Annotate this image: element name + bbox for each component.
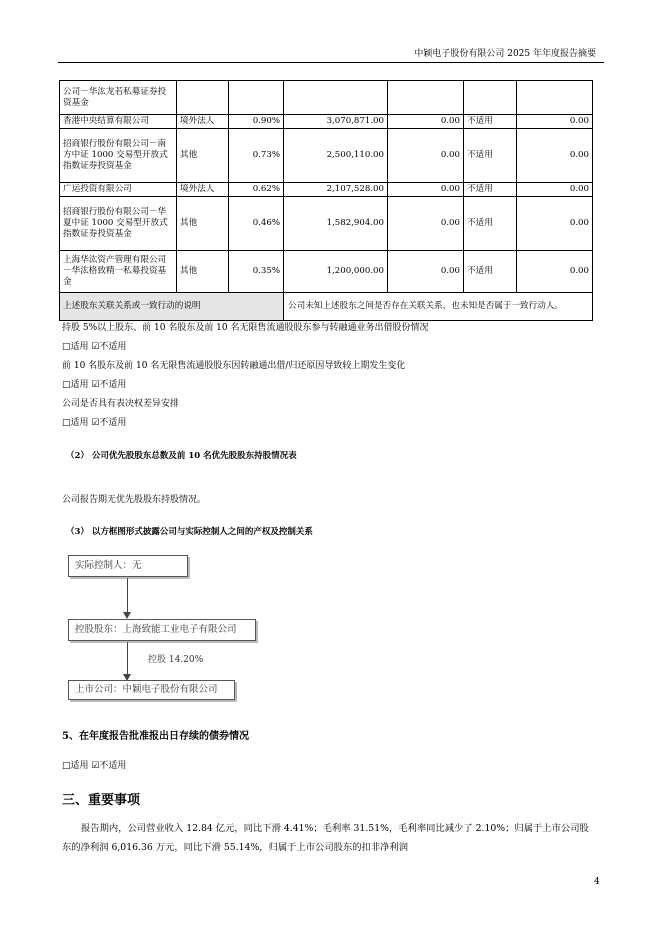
important-matters-text: 报告期内，公司营业收入 12.84 亿元，同比下滑 4.41%；毛利率 31.51%，毛利率同比减少了 2.10%；归属于上市公司股东的净利润 6,016.36 万元，同比下滑 55.14%，归属于上市公司股东的扣非净利润	[62, 823, 589, 853]
holder-nature: 其他	[177, 129, 229, 183]
change-paragraph: 前 10 名股东及前 10 名无限售流通股股东因转融通出借/归还原因导致较上期发生变化	[62, 361, 406, 371]
holder-nature: 境外法人	[177, 183, 229, 197]
holder-nature	[177, 81, 229, 115]
holder-nature: 境外法人	[177, 115, 229, 129]
holder-nature: 其他	[177, 197, 229, 251]
connector-line	[127, 642, 128, 675]
lending-paragraph: 持股 5%以上股东、前 10 名股东及前 10 名无限售流通股股东参与转融通业务出借股份情况	[62, 323, 429, 333]
change-option: □适用 ☑不适用	[62, 380, 127, 390]
lending-option: □适用 ☑不适用	[62, 342, 127, 352]
holder-pledge-qty: 0.00	[517, 129, 593, 183]
holder-shares: 1,200,000.00	[284, 251, 388, 293]
bonds-option: □适用 ☑不适用	[62, 761, 127, 771]
holder-name: 公司－华汯龙若私募证券投资基金	[60, 81, 177, 115]
holder-ratio: 0.35%	[229, 251, 284, 293]
holder-ratio	[229, 81, 284, 115]
shareholder-table	[59, 80, 593, 321]
table-row	[60, 81, 593, 115]
bonds-heading: 5、在年度报告批准报出日存续的债券情况	[62, 731, 249, 742]
table-row	[60, 183, 593, 197]
holder-ratio: 0.73%	[229, 129, 284, 183]
note-value: 公司未知上述股东之间是否存在关联关系，也未知是否属于一致行动人。	[284, 293, 593, 321]
holder-pledge-status: 不适用	[464, 197, 517, 251]
holder-name: 招商银行股份有限公司－南方中证 1000 交易型开放式指数证券投资基金	[60, 129, 177, 183]
header-rule	[58, 62, 604, 63]
holder-restricted: 0.00	[388, 197, 464, 251]
holder-restricted	[388, 81, 464, 115]
holder-pledge-status: 不适用	[464, 115, 517, 129]
holder-pledge-qty: 0.00	[517, 197, 593, 251]
holder-pledge-status: 不适用	[464, 129, 517, 183]
holder-ratio: 0.90%	[229, 115, 284, 129]
holder-restricted: 0.00	[388, 129, 464, 183]
control-structure-heading: （3） 以方框图形式披露公司与实际控制人之间的产权及控制关系	[66, 527, 313, 537]
stake-label: 控股 14.20%	[148, 655, 204, 665]
listed-company-box: 上市公司：中颖电子股份有限公司	[68, 680, 235, 700]
holder-restricted: 0.00	[388, 183, 464, 197]
table-row	[60, 129, 593, 183]
holder-name: 招商银行股份有限公司－华夏中证 1000 交易型开放式指数证券投资基金	[60, 197, 177, 251]
holder-pledge-qty: 0.00	[517, 115, 593, 129]
holder-name: 上海华汯资产管理有限公司－华汯格致精一私募投资基金	[60, 251, 177, 293]
page-number: 4	[594, 877, 600, 887]
holder-ratio: 0.62%	[229, 183, 284, 197]
holder-pledge-qty: 0.00	[517, 183, 593, 197]
voting-option: □适用 ☑不适用	[62, 418, 127, 428]
holder-name: 香港中央结算有限公司	[60, 115, 177, 129]
holder-shares: 3,070,871.00	[284, 115, 388, 129]
holder-pledge-status: 不适用	[464, 183, 517, 197]
holder-restricted: 0.00	[388, 251, 464, 293]
connector-line	[127, 578, 128, 613]
table-note-row	[60, 293, 593, 321]
preferred-shares-heading: （2） 公司优先股股东总数及前 10 名优先股股东持股情况表	[66, 451, 297, 461]
table-row	[60, 251, 593, 293]
holder-pledge-qty	[517, 81, 593, 115]
running-header: 中颖电子股份有限公司 2025 年年度报告摘要	[414, 49, 596, 59]
holder-nature: 其他	[177, 251, 229, 293]
holder-box: 控股股东：上海致能工业电子有限公司	[68, 619, 256, 641]
holder-shares: 1,582,904.00	[284, 197, 388, 251]
note-label: 上述股东关联关系或一致行动的说明	[60, 293, 284, 321]
holder-shares	[284, 81, 388, 115]
holder-shares: 2,107,528.00	[284, 183, 388, 197]
holder-pledge-qty: 0.00	[517, 251, 593, 293]
holder-ratio: 0.46%	[229, 197, 284, 251]
holder-pledge-status: 不适用	[464, 251, 517, 293]
preferred-shares-text: 公司报告期无优先股股东持股情况。	[62, 495, 207, 505]
arrow-down-icon	[123, 612, 131, 619]
table-row	[60, 197, 593, 251]
holder-restricted: 0.00	[388, 115, 464, 129]
important-matters-heading: 三、重要事项	[62, 793, 141, 808]
controller-box: 实际控制人：无	[68, 555, 188, 577]
holder-name: 广运投资有限公司	[60, 183, 177, 197]
table-row	[60, 115, 593, 129]
holder-pledge-status	[464, 81, 517, 115]
holder-shares: 2,500,110.00	[284, 129, 388, 183]
voting-paragraph: 公司是否具有表决权差异安排	[62, 399, 180, 409]
